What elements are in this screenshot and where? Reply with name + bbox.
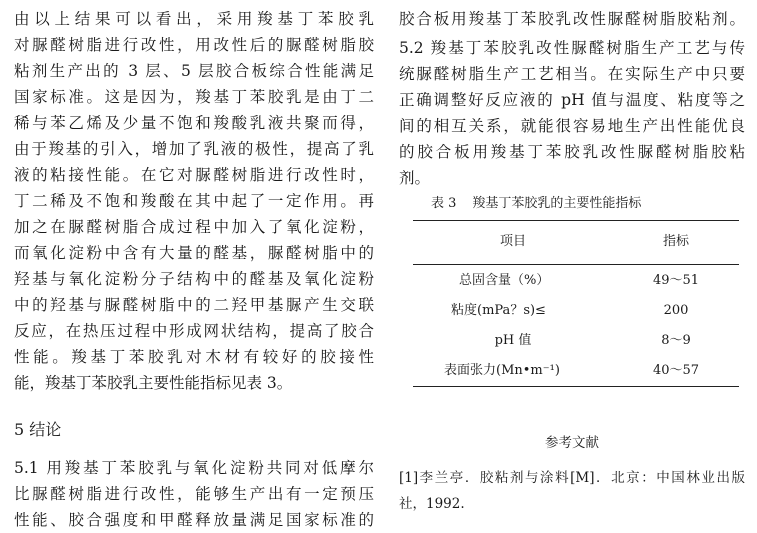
table-cell-value: 8～9 — [661, 333, 691, 348]
body-text-line: 由以上结果可以看出，采用羧基丁苯胶乳 — [14, 10, 374, 28]
body-text-line: 性能。羧基丁苯胶乳对木材有较好的胶接性 — [14, 348, 374, 366]
body-text-line: 统脲醛树脂生产工艺相当。在实际生产中只要 — [399, 65, 745, 83]
body-text-line: 反应，在热压过程中形成网状结构，提高了胶合 — [14, 322, 374, 340]
table-number: 表 3 — [431, 196, 457, 211]
body-text-line: 比脲醛树脂进行改性，能够生产出有一定预压 — [14, 485, 374, 503]
table-cell-item: 粘度(mPa？s)≤ — [451, 303, 546, 318]
body-text-line: 胶合板用羧基丁苯胶乳改性脲醛树脂胶粘剂。 — [399, 10, 745, 28]
reference-entry: [1]李兰亭．胶粘剂与涂料[M]．北京：中国林业出版 — [399, 470, 745, 486]
table-cell-item: 表面张力(Mn•m⁻¹) — [444, 363, 560, 378]
table-caption — [431, 194, 745, 214]
reference-entry: 社，1992. — [399, 496, 465, 512]
body-text-line: 剂。 — [399, 169, 431, 187]
body-text-line: 粘剂生产出的 3 层、5 层胶合板综合性能满足 — [14, 62, 374, 80]
references-title: 参考文献 — [545, 435, 599, 451]
body-text-line: 加之在脲醛树脂合成过程中加入了氧化淀粉， — [14, 218, 374, 236]
body-text-line: 国家标准。这是因为，羧基丁苯胶乳是由丁二 — [14, 88, 374, 106]
table-cell-value: 40～57 — [652, 363, 700, 378]
section-heading: 5 结论 — [14, 420, 62, 439]
body-text-line: 液的粘接性能。在它对脲醛树脂进行改性时， — [14, 166, 374, 184]
body-text-line: 羟基与氧化淀粉分子结构中的醛基及氧化淀粉 — [14, 270, 374, 288]
body-text-line: 稀与苯乙烯及少量不饱和羧酸乳液共聚而得， — [14, 114, 374, 132]
table-cell-item: 总固含量（%） — [459, 273, 550, 288]
body-text-line: 正确调整好反应液的 pH 值与温度、粘度等之 — [399, 91, 745, 109]
body-text-line: 中的羟基与脲醛树脂中的二羟甲基脲产生交联 — [14, 296, 374, 314]
body-text-line: 能，羧基丁苯胶乳主要性能指标见表 3。 — [14, 374, 293, 392]
table-cell-value: 200 — [663, 303, 689, 318]
table-cell-item: pH 值 — [494, 333, 532, 348]
body-text-line: 对脲醛树脂进行改性，用改性后的脲醛树脂胶 — [14, 36, 374, 54]
body-text-line: 间的相互关系，就能很容易地生产出性能优良 — [399, 117, 745, 135]
body-text-line: 5.2 羧基丁苯胶乳改性脲醛树脂生产工艺与传 — [399, 39, 745, 57]
table-header-item: 项目 — [499, 234, 526, 249]
body-text-line: 而氧化淀粉中含有大量的醛基，脲醛树脂中的 — [14, 244, 374, 262]
table-cell-value: 49～51 — [652, 273, 700, 288]
table-header-rule — [413, 264, 739, 265]
body-text-line: 5.1 用羧基丁苯胶乳与氧化淀粉共同对低摩尔 — [14, 459, 374, 477]
table-bottom-rule — [413, 386, 739, 387]
table-top-rule — [413, 220, 739, 221]
table-header-value: 指标 — [662, 234, 689, 249]
body-text-line: 的胶合板用羧基丁苯胶乳改性脲醛树脂胶粘 — [399, 143, 745, 161]
body-text-line: 丁二稀及不饱和羧酸在其中起了一定作用。再 — [14, 192, 374, 210]
body-text-line: 由于羧基的引入，增加了乳液的极性，提高了乳 — [14, 140, 374, 158]
body-text-line: 性能、胶合强度和甲醛释放量满足国家标准的 — [14, 511, 374, 529]
table-title: 羧基丁苯胶乳的主要性能指标 — [472, 196, 642, 211]
